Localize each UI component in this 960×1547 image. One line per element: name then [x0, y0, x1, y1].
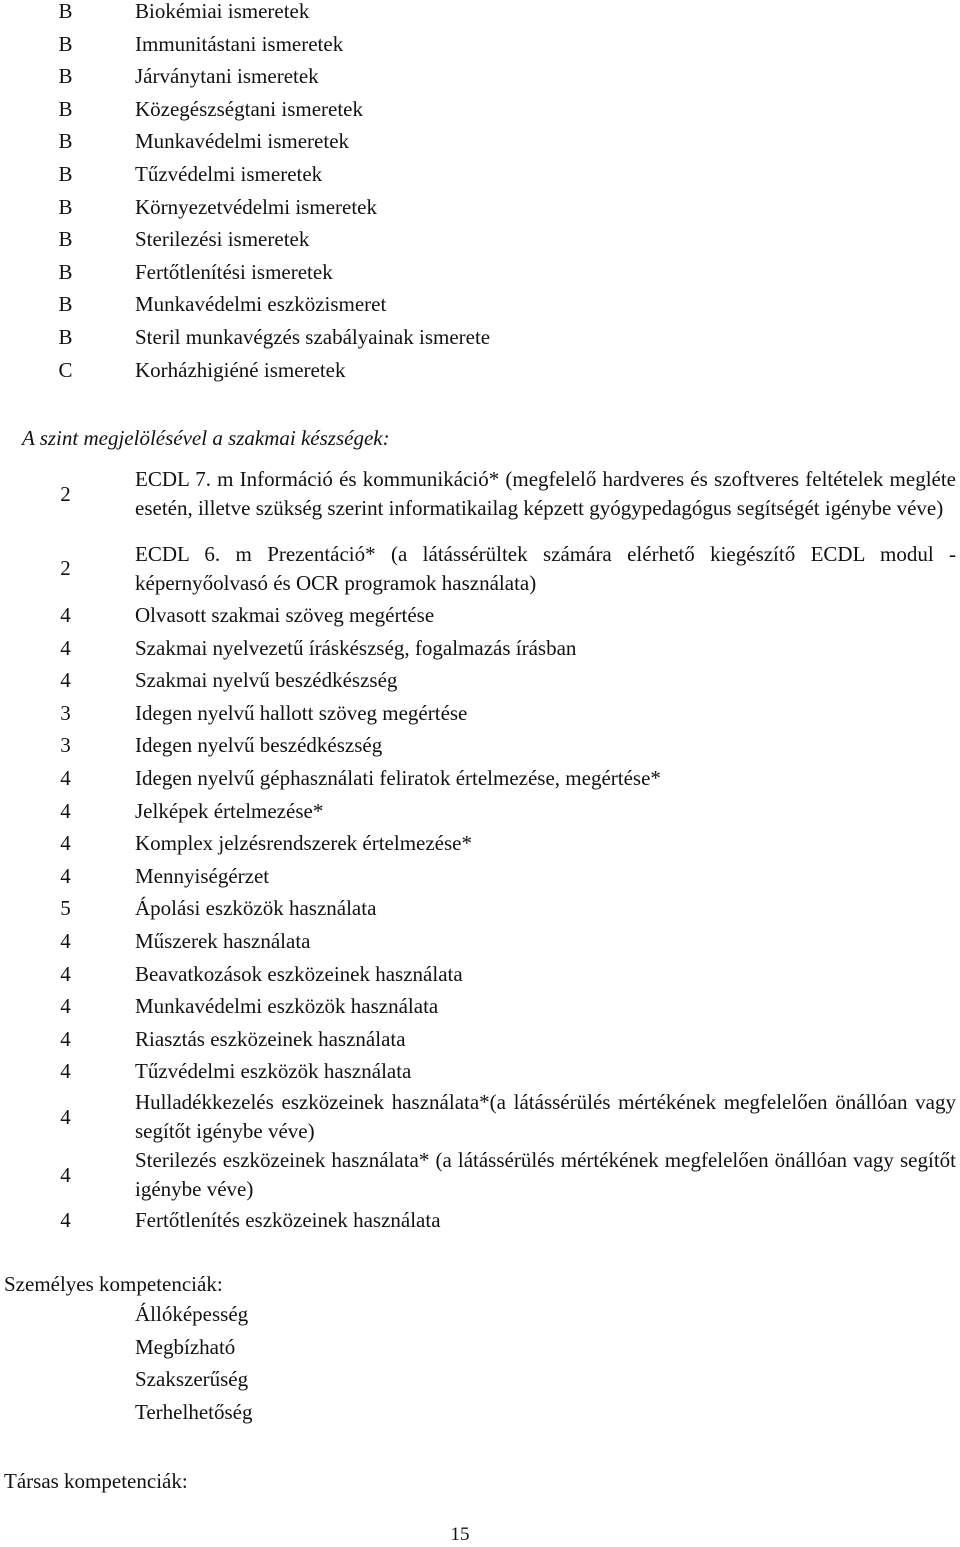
item-label: Műszerek használata	[135, 928, 311, 953]
level-code: 4	[60, 994, 71, 1019]
list-item	[0, 892, 960, 925]
item-label: Beavatkozások eszközeinek használata	[135, 961, 463, 986]
list-item	[0, 990, 960, 1023]
list-item	[0, 599, 960, 632]
list-item: Megbízható	[135, 1334, 236, 1359]
social-competencies-heading: Társas kompetenciák:	[4, 1469, 188, 1493]
list-item	[0, 191, 960, 224]
page-number: 15	[450, 1524, 470, 1545]
level-code: 4	[60, 1207, 71, 1232]
list-item	[0, 223, 960, 256]
item-label: Mennyiségérzet	[135, 863, 270, 888]
item-label: Ápolási eszközök használata	[135, 896, 377, 921]
item-label: Immunitástani ismeretek	[135, 31, 344, 56]
list-item	[0, 762, 960, 795]
level-code: 4	[60, 1026, 71, 1051]
level-code: B	[58, 31, 73, 56]
list-item	[0, 538, 960, 599]
level-code: B	[58, 0, 73, 23]
list-item	[0, 860, 960, 893]
level-code: 4	[60, 831, 71, 856]
list-item	[0, 93, 960, 126]
list-item	[0, 125, 960, 158]
list-item	[0, 1204, 960, 1237]
item-label: Sterilezési ismeretek	[135, 227, 310, 252]
item-label: Komplex jelzésrendszerek értelmezése*	[135, 831, 472, 856]
level-code: B	[58, 64, 73, 89]
level-code: B	[58, 129, 73, 154]
list-item	[0, 321, 960, 354]
list-item	[0, 288, 960, 321]
level-code: B	[58, 227, 73, 252]
level-code: 2	[60, 481, 71, 506]
skills-heading: A szint megjelölésével a szakmai készségek:	[22, 426, 390, 450]
level-code: 4	[60, 668, 71, 693]
item-label: ECDL 6. m Prezentáció* (a látássérültek számára elérhető kiegészítő ECDL modul - képernyőolvasó és OCR programok használata)	[135, 541, 956, 595]
level-code: B	[58, 292, 73, 317]
list-item	[0, 1023, 960, 1056]
level-code: 4	[60, 1059, 71, 1084]
level-code: 4	[60, 1162, 71, 1187]
personal-competencies-heading: Személyes kompetenciák:	[4, 1272, 223, 1296]
item-label: Hulladékkezelés eszközeinek használata*(a látássérülés mértékének megfelelően önállóan vagy segítőt igénybe véve)	[135, 1090, 956, 1143]
level-code: 3	[60, 733, 71, 758]
item-label: Környezetvédelmi ismeretek	[135, 194, 377, 219]
level-code: 4	[60, 798, 71, 823]
skills-list	[0, 450, 960, 1237]
list-item: Terhelhetőség	[135, 1400, 253, 1425]
list-item	[0, 632, 960, 665]
list-item	[0, 925, 960, 958]
item-label: Fertőtlenítési ismeretek	[135, 259, 333, 284]
item-label: Munkavédelmi ismeretek	[135, 129, 350, 154]
item-label: Szakmai nyelvezetű íráskészség, fogalmazás írásban	[135, 635, 577, 660]
item-label: Munkavédelmi eszközök használata	[135, 994, 439, 1019]
item-label: Idegen nyelvű beszédkészség	[135, 733, 383, 758]
item-label: Idegen nyelvű hallott szöveg megértése	[135, 700, 468, 725]
list-item	[0, 450, 960, 538]
list-item	[0, 958, 960, 991]
list-item: Szakszerűség	[135, 1367, 249, 1392]
item-label: Idegen nyelvű géphasználati feliratok értelmezése, megértése*	[135, 765, 661, 790]
level-code: B	[58, 96, 73, 121]
list-item	[0, 1055, 960, 1088]
level-code: 2	[60, 556, 71, 581]
item-label: Szakmai nyelvű beszédkészség	[135, 668, 398, 693]
level-code: 4	[60, 863, 71, 888]
list-item	[0, 0, 960, 28]
item-label: Fertőtlenítés eszközeinek használata	[135, 1207, 441, 1232]
item-label: Tűzvédelmi ismeretek	[135, 161, 323, 186]
list-item	[0, 729, 960, 762]
level-code: 4	[60, 635, 71, 660]
knowledge-list	[0, 0, 960, 386]
list-item	[0, 664, 960, 697]
item-label: Biokémiai ismeretek	[135, 0, 310, 23]
list-item	[0, 1088, 960, 1146]
list-item	[0, 28, 960, 61]
list-item	[0, 1146, 960, 1204]
item-label: Steril munkavégzés szabályainak ismerete	[135, 324, 491, 349]
level-code: 4	[60, 961, 71, 986]
level-code: B	[58, 259, 73, 284]
item-label: Riasztás eszközeinek használata	[135, 1026, 406, 1051]
item-label: Tűzvédelmi eszközök használata	[135, 1059, 412, 1084]
item-label: Sterilezés eszközeinek használata* (a látássérülés mértékének megfelelően önállóan vagy segítőt igénybe véve)	[135, 1148, 956, 1201]
item-label: Jelképek értelmezése*	[135, 798, 324, 823]
item-label: Közegészségtani ismeretek	[135, 96, 363, 121]
list-item	[0, 60, 960, 93]
list-item	[0, 795, 960, 828]
list-item	[0, 256, 960, 289]
item-label: Korházhigiéné ismeretek	[135, 357, 346, 382]
item-label: Járványtani ismeretek	[135, 64, 319, 89]
level-code: C	[58, 357, 73, 382]
level-code: B	[58, 194, 73, 219]
item-label: ECDL 7. m Információ és kommunikáció* (megfelelő hardveres és szoftveres feltételek megléte esetén, illetve szükség szerint informatikailag képzett gyógypedagógus segítségét igénybe véve)	[135, 467, 956, 520]
list-item	[0, 354, 960, 387]
level-code: 5	[60, 896, 71, 921]
level-code: B	[58, 161, 73, 186]
personal-competencies-list	[135, 1298, 252, 1429]
level-code: 4	[60, 928, 71, 953]
list-item	[0, 697, 960, 730]
level-code: 4	[60, 603, 71, 627]
level-code: 4	[60, 1104, 71, 1129]
level-code: 3	[60, 700, 71, 725]
list-item	[0, 827, 960, 860]
list-item	[0, 158, 960, 191]
item-label: Olvasott szakmai szöveg megértése	[135, 603, 435, 627]
level-code: 4	[60, 765, 71, 790]
list-item: Állóképesség	[135, 1302, 249, 1326]
level-code: B	[58, 324, 73, 349]
item-label: Munkavédelmi eszközismeret	[135, 292, 387, 317]
